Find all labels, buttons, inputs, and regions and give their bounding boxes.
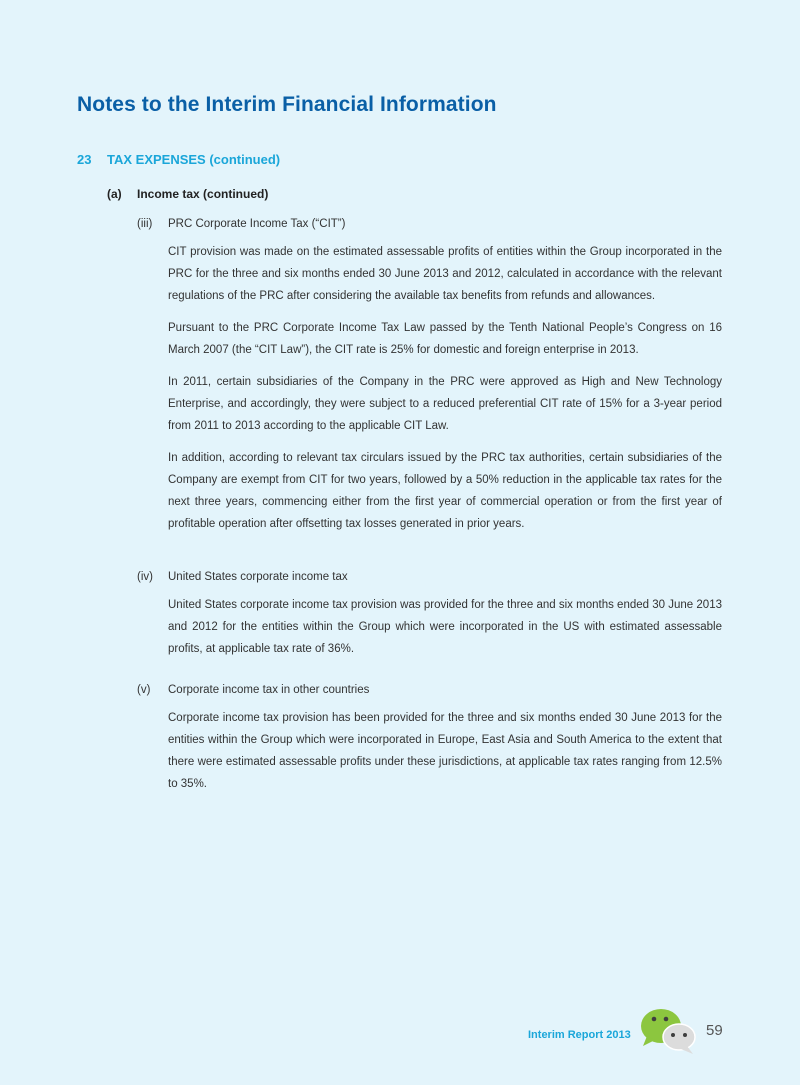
subsection-title: Income tax (continued) [137, 187, 269, 201]
footer-report-name: Interim Report 2013 [528, 1029, 631, 1041]
section-heading [77, 152, 280, 167]
section-title: TAX EXPENSES (continued) [107, 152, 281, 167]
item-title: Corporate income tax in other countries [168, 684, 370, 696]
item-title: United States corporate income tax [168, 571, 348, 583]
item-heading [137, 218, 722, 230]
note-item-iii [137, 218, 722, 535]
subsection-heading [107, 187, 268, 201]
subsection-label: (a) [107, 187, 122, 201]
item-number: (iv) [137, 571, 153, 583]
note-item-iv [137, 571, 722, 660]
page-title: Notes to the Interim Financial Information [77, 93, 497, 116]
section-number: 23 [77, 152, 92, 167]
paragraph: In addition, according to relevant tax circulars issued by the PRC tax authorities, certain subsidiaries of the Company are exempt from CIT for two years, followed by a 50% reduction in the applicable tax rates for the next three years, commencing either from the first year of commercial operation or from the first year of profitable operation after offsetting tax losses generated in prior years. [168, 452, 722, 530]
paragraph: United States corporate income tax provision was provided for the three and six months ended 30 June 2013 and 2012 for the entities within the Group which were incorporated in the US with estimated assessable profits, at applicable tax rate of 36%. [168, 599, 722, 655]
item-number: (iii) [137, 218, 153, 230]
paragraph: Pursuant to the PRC Corporate Income Tax Law passed by the Tenth National People’s Congress on 16 March 2007 (the “CIT Law”), the CIT rate is 25% for domestic and foreign enterprise in 2013. [168, 322, 722, 356]
paragraph: In 2011, certain subsidiaries of the Company in the PRC were approved as High and New Technology Enterprise, and accordingly, they were subject to a reduced preferential CIT rate of 15% for a 3-year period from 2011 to 2013 according to the applicable CIT Law. [168, 376, 722, 432]
note-item-v [137, 684, 722, 795]
item-title: PRC Corporate Income Tax (“CIT”) [168, 218, 346, 230]
page-number: 59 [706, 1022, 723, 1039]
item-heading [137, 684, 722, 696]
item-number: (v) [137, 684, 151, 696]
paragraph: CIT provision was made on the estimated assessable profits of entities within the Group incorporated in the PRC for the three and six months ended 30 June 2013 and 2012, calculated in accordance with the relevant regulations of the PRC after considering the available tax benefits from refunds and allowances. [168, 246, 722, 302]
item-heading [137, 571, 722, 583]
chat-bubbles-logo-icon [637, 1006, 699, 1056]
paragraph: Corporate income tax provision has been provided for the three and six months ended 30 June 2013 for the entities within the Group which were incorporated in Europe, East Asia and South America to the extent that there were estimated assessable profits under these jurisdictions, at applicable tax rates ranging from 12.5% to 35%. [168, 712, 722, 790]
